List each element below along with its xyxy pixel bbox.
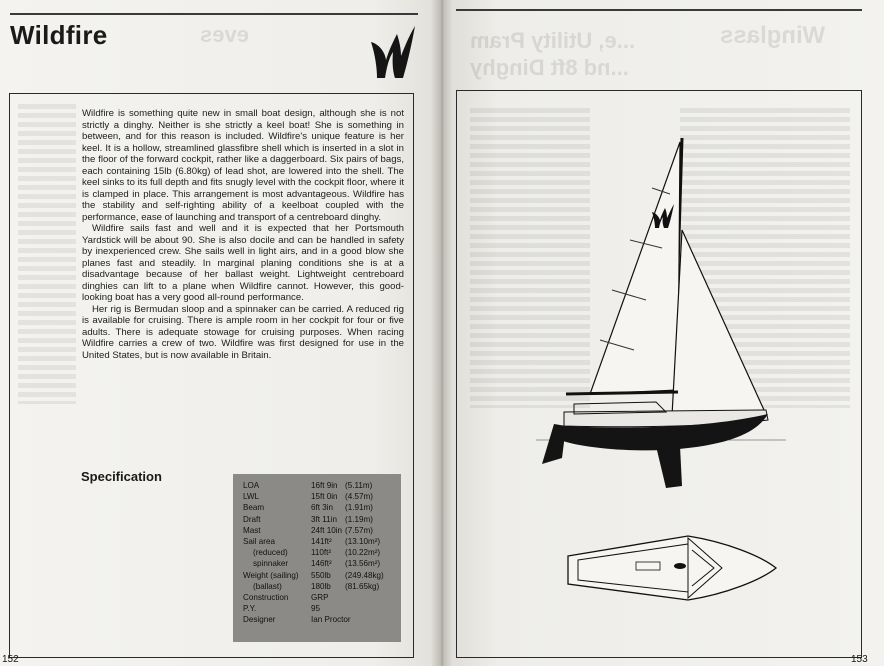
show-through-text: eves — [200, 22, 249, 47]
spec-row — [243, 547, 401, 558]
spec-value: (249.48kg) — [345, 570, 384, 580]
mainsail — [590, 142, 680, 394]
paragraph-3: Her rig is Bermudan sloop and a spinnaker can be carried. A reduced rig is available for cruising. There is ample room in her cockpit for four or five adults. There is adequate stowage for cruising purposes. When racing Wildfire carries a crew of two. Wildfire was first designed for use in the United States, but is now available in Britain. — [82, 303, 404, 361]
boom — [566, 392, 678, 394]
spec-value: (13.10m²) — [345, 537, 381, 547]
spec-label: LWL — [243, 492, 260, 502]
spec-value: (1.19m) — [345, 514, 373, 524]
page-number-left: 152 — [2, 654, 19, 665]
spec-label: Beam — [243, 503, 265, 513]
spec-label: (ballast) — [253, 581, 282, 591]
spec-row — [243, 491, 401, 502]
spec-label: LOA — [243, 481, 260, 490]
spec-value: (5.11m) — [345, 481, 373, 490]
rudder — [542, 424, 566, 464]
spec-row — [243, 480, 401, 491]
wildfire-logo-icon — [365, 20, 417, 82]
spec-row — [243, 514, 401, 525]
spec-value: (10.22m²) — [345, 548, 381, 558]
spec-label: Construction — [243, 593, 289, 603]
paragraph-2: Wildfire sails fast and well and it is expected that her Portsmouth Yardstick will be about 90. She is also docile and can be handled in safety by inexperienced crew. She sails well in light airs, and in a good blow she planes fast and steadily. In marginal planing conditions she is at a disadvantage because of her ballast weight. Lightweight centreboard dinghies can lift to a plane when Wildfire cannot. However, this good-looking boat has a very good all-round performance. — [82, 223, 404, 303]
page-number-right: 153 — [851, 654, 868, 665]
spec-value: (7.57m) — [345, 525, 373, 535]
article-body — [82, 108, 404, 361]
spec-value: (4.57m) — [345, 492, 373, 502]
spec-row — [243, 614, 401, 625]
show-through-column — [18, 104, 76, 404]
spec-value: 141ft² — [311, 537, 332, 547]
spec-value: 95 — [311, 604, 321, 614]
spec-table — [233, 474, 401, 642]
spec-value: 180lb — [311, 581, 331, 591]
spec-heading: Specification — [81, 469, 162, 484]
spec-value: 3ft 11in — [311, 514, 337, 524]
spec-value: 15ft 0in — [311, 492, 338, 502]
spec-label: Mast — [243, 525, 261, 535]
spec-label: Draft — [243, 514, 261, 524]
spec-row — [243, 570, 401, 581]
spec-row — [243, 536, 401, 547]
spec-label: Weight (sailing) — [243, 570, 299, 580]
keel — [656, 446, 682, 488]
page-title: Wildfire — [10, 20, 108, 50]
show-through-line-1: ...e, Utility Pram — [470, 28, 636, 53]
spec-value: 6ft 3in — [311, 503, 334, 513]
spec-value: GRP — [311, 593, 329, 603]
spec-value: 146ft² — [311, 559, 332, 569]
spec-label: P.Y. — [243, 604, 257, 614]
spec-value: 550lb — [311, 570, 331, 580]
spec-row — [243, 603, 401, 614]
book-gutter — [430, 0, 454, 666]
paragraph-1: Wildfire is something quite new in small boat design, although she is not strictly a dinghy. Neither is she strictly a keel boat! She is something in between, and for this reason is included. Wildfire's unique feature is her keel. It is a hollow, streamlined glassfibre shell which is inserted in a slot in the floor of the forward cockpit, rather like a daggerboard. Six pairs of bags, each containing 15lb (6.80kg) of lead shot, are lowered into the shell. The keel sinks to its full depth and fits snugly level with the cockpit floor, where it is clamped in place. This arrangement is most advantageous. Wildfire has the stability and self-righting ability of a keelboat coupled with the performance, ease of launching and transport of a centreboard dinghy. — [82, 108, 404, 223]
spec-label: Sail area — [243, 537, 275, 547]
spec-label: (reduced) — [253, 548, 288, 558]
show-through-line-2: ...nd 8ft Dinghy — [470, 55, 629, 80]
spec-label: spinnaker — [253, 559, 289, 569]
spec-label: Designer — [243, 615, 276, 625]
show-through-title: Winglass — [720, 22, 826, 49]
spec-row — [243, 558, 401, 569]
spec-row — [243, 581, 401, 592]
spec-value: Ian Proctor — [311, 615, 351, 625]
spec-value: (81.65kg) — [345, 581, 380, 591]
spec-value: 110ft² — [311, 548, 332, 558]
top-rule-right — [456, 9, 862, 11]
top-rule-left — [10, 13, 418, 15]
spec-row — [243, 502, 401, 513]
spec-row — [243, 525, 401, 536]
jib — [672, 230, 764, 416]
spec-value: 16ft 9in — [311, 481, 338, 490]
spec-row — [243, 592, 401, 603]
spec-value: 24ft 10in — [311, 525, 343, 535]
boat-drawing — [456, 90, 862, 658]
spec-value: (1.91m) — [345, 503, 373, 513]
spec-value: (13.56m²) — [345, 559, 381, 569]
mast-step — [674, 563, 686, 569]
